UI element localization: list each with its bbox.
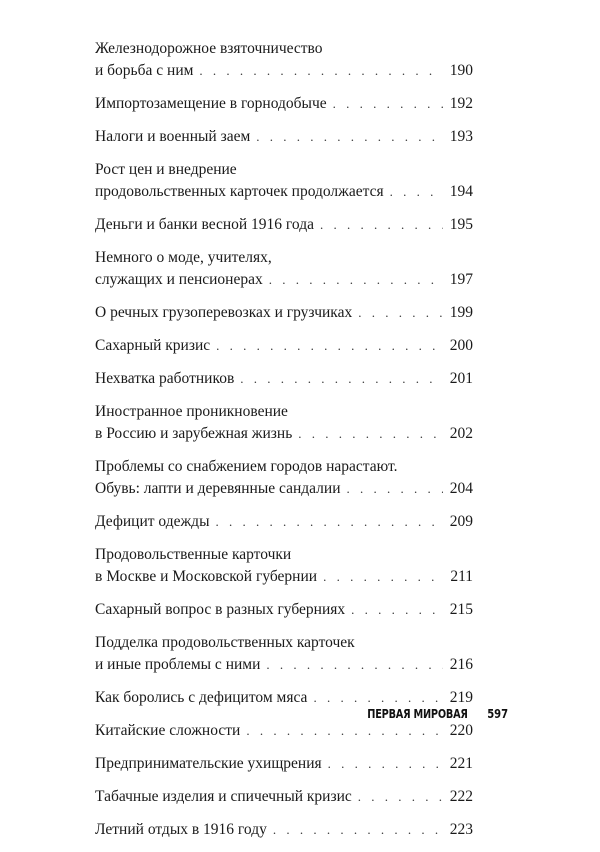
toc-entry-row xyxy=(95,654,473,676)
toc-entry-row xyxy=(95,269,473,291)
toc-entry-page-number: 209 xyxy=(449,513,473,530)
toc-entry-title-line: Летний отдых в 1916 году xyxy=(95,821,267,838)
toc-entry xyxy=(95,368,473,390)
toc-entry-page-number: 204 xyxy=(449,480,473,497)
toc-entry xyxy=(95,302,473,324)
toc-entry-title-line: Табачные изделия и спичечный кризис xyxy=(95,788,352,805)
toc-entry-row xyxy=(95,60,473,82)
dot-leader xyxy=(269,269,443,291)
toc-entry xyxy=(95,786,473,808)
toc-entry xyxy=(95,819,473,841)
toc-entry-title-line: в Россию и зарубежная жизнь xyxy=(95,425,293,442)
toc-entry-title-line: Подделка продовольственных карточек xyxy=(95,634,355,651)
toc-entry-page-number: 192 xyxy=(449,95,473,112)
toc-entry-page-number: 194 xyxy=(449,183,473,200)
toc-entry-title-line: Предпринимательские ухищрения xyxy=(95,755,322,772)
toc-entry-row xyxy=(95,819,473,841)
dot-leader xyxy=(246,720,443,742)
dot-leader xyxy=(320,214,443,236)
dot-leader xyxy=(323,566,443,588)
toc-entry-title-line: продовольственных карточек продолжается xyxy=(95,183,384,200)
toc-entry xyxy=(95,247,473,291)
dot-leader xyxy=(266,654,443,676)
toc-entry-title-line: Рост цен и внедрение xyxy=(95,161,237,178)
toc-entry-row xyxy=(95,511,473,533)
toc-entry-title-line: и борьба с ним xyxy=(95,62,194,79)
running-title: ПЕРВАЯ МИРОВАЯ xyxy=(367,706,468,721)
toc-entry-page-number: 221 xyxy=(449,755,473,772)
toc-entry-row xyxy=(95,566,473,588)
toc-entry-page-number: 216 xyxy=(449,656,473,673)
toc-entry-title-line: и иные проблемы с ними xyxy=(95,656,261,673)
dot-leader xyxy=(216,335,443,357)
dot-leader xyxy=(333,93,443,115)
dot-leader xyxy=(390,181,443,203)
toc-entry-row xyxy=(95,478,473,500)
dot-leader xyxy=(240,368,443,390)
dot-leader xyxy=(358,302,443,324)
toc-entry-title-line: Обувь: лапти и деревянные сандалии xyxy=(95,480,341,497)
dot-leader xyxy=(328,753,443,775)
toc-entry-row xyxy=(95,599,473,621)
toc-entry-title-line: Немного о моде, учителях, xyxy=(95,249,272,266)
toc-entry-title-line: Налоги и военный заем xyxy=(95,128,251,145)
toc-entry-title-line: Железнодорожное взяточничество xyxy=(95,40,323,57)
toc-entry xyxy=(95,544,473,588)
toc-entry-title-line: Нехватка работников xyxy=(95,370,235,387)
toc-entry-title-line: Импортозамещение в горнодобыче xyxy=(95,95,327,112)
toc-entry-row xyxy=(95,720,473,742)
table-of-contents xyxy=(95,38,473,852)
toc-entry xyxy=(95,599,473,621)
toc-entry-row xyxy=(95,753,473,775)
toc-entry-page-number: 200 xyxy=(449,337,473,354)
dot-leader xyxy=(298,423,443,445)
toc-entry-page-number: 223 xyxy=(449,821,473,838)
toc-entry-title-line: Как боролись с дефицитом мяса xyxy=(95,689,308,706)
toc-entry-row xyxy=(95,335,473,357)
toc-entry-page-number: 195 xyxy=(449,216,473,233)
toc-entry-row xyxy=(95,214,473,236)
toc-entry-title-line: О речных грузоперевозках и грузчиках xyxy=(95,304,353,321)
dot-leader xyxy=(216,511,444,533)
toc-entry-row xyxy=(95,368,473,390)
dot-leader xyxy=(199,60,443,82)
toc-entry-row xyxy=(95,423,473,445)
toc-entry-page-number: 215 xyxy=(449,601,473,618)
toc-entry xyxy=(95,159,473,203)
toc-entry xyxy=(95,335,473,357)
toc-entry xyxy=(95,214,473,236)
toc-entry xyxy=(95,720,473,742)
toc-entry-row xyxy=(95,181,473,203)
toc-entry xyxy=(95,456,473,500)
toc-entry xyxy=(95,511,473,533)
toc-entry-title-line: Продовольственные карточки xyxy=(95,546,292,563)
toc-entry-page-number: 193 xyxy=(449,128,473,145)
page-number: 597 xyxy=(487,706,508,721)
toc-entry-row xyxy=(95,302,473,324)
dot-leader xyxy=(256,126,443,148)
toc-entry-title-line: Китайские сложности xyxy=(95,722,241,739)
dot-leader xyxy=(351,599,443,621)
toc-entry-title-line: Дефицит одежды xyxy=(95,513,210,530)
dot-leader xyxy=(347,478,444,500)
toc-entry-page-number: 219 xyxy=(449,689,473,706)
toc-entry-row xyxy=(95,786,473,808)
toc-entry-row xyxy=(95,126,473,148)
toc-entry-page-number: 201 xyxy=(449,370,473,387)
toc-entry-title-line: Сахарный вопрос в разных губерниях xyxy=(95,601,346,618)
dot-leader xyxy=(358,786,443,808)
toc-entry-page-number: 222 xyxy=(449,788,473,805)
toc-entry-page-number: 220 xyxy=(449,722,473,739)
page-footer xyxy=(339,706,508,721)
dot-leader xyxy=(273,819,443,841)
toc-entry xyxy=(95,126,473,148)
toc-entry-page-number: 190 xyxy=(449,62,473,79)
toc-entry-title-line: служащих и пенсионерах xyxy=(95,271,263,288)
toc-entry xyxy=(95,93,473,115)
toc-entry-page-number: 211 xyxy=(450,568,473,585)
toc-entry-page-number: 202 xyxy=(449,425,473,442)
toc-entry-title-line: Иностранное проникновение xyxy=(95,403,288,420)
toc-entry xyxy=(95,753,473,775)
toc-entry-title-line: Деньги и банки весной 1916 года xyxy=(95,216,314,233)
toc-entry xyxy=(95,401,473,445)
toc-entry-title-line: Проблемы со снабжением городов нарастают. xyxy=(95,458,398,475)
toc-entry xyxy=(95,38,473,82)
toc-entry-title-line: в Москве и Московской губернии xyxy=(95,568,318,585)
toc-entry xyxy=(95,632,473,676)
toc-entry-title-line: Сахарный кризис xyxy=(95,337,211,354)
toc-entry-row xyxy=(95,93,473,115)
toc-entry-page-number: 199 xyxy=(449,304,473,321)
toc-entry-page-number: 197 xyxy=(449,271,473,288)
